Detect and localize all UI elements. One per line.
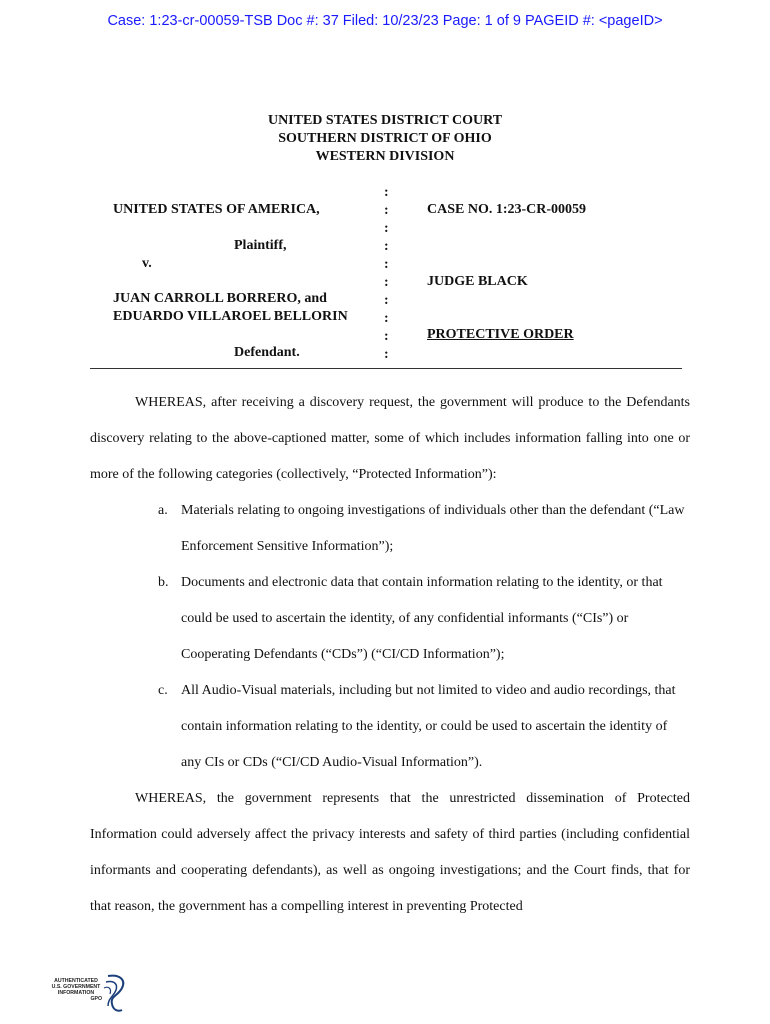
caption-colon: :: [384, 329, 389, 344]
seal-line: AUTHENTICATED: [54, 978, 98, 984]
caption-colon: :: [384, 311, 389, 326]
caption-colon: :: [384, 257, 389, 272]
caption-colon: :: [384, 347, 389, 362]
list-marker: c.: [158, 683, 168, 698]
defendant-name-1: JUAN CARROLL BORRERO, and: [113, 291, 327, 306]
seal-line: INFORMATION: [57, 990, 95, 996]
plaintiff-role: Plaintiff,: [234, 238, 287, 253]
list-item: [90, 565, 690, 673]
order-body: [90, 385, 690, 925]
list-item-text: All Audio-Visual materials, including but not limited to video and audio recordings, that contain information relating to the identity, or could be used to ascertain the identity of any CIs or CDs (“CI/CD Audio-Visual Information”).: [181, 683, 676, 770]
list-item-text: Documents and electronic data that contain information relating to the identity, or that could be used to ascertain the identity, of any confidential informants (“CIs”) or Cooperating Defendants (“CDs”) (“CI/CD Information”);: [181, 575, 663, 662]
court-district: SOUTHERN DISTRICT OF OHIO: [278, 131, 492, 146]
seal-line: GPO: [90, 996, 102, 1002]
filing-header-stamp: Case: 1:23-cr-00059-TSB Doc #: 37 Filed: 10/23/23 Page: 1 of 9 PAGEID #: <pageID>: [107, 13, 663, 29]
court-name: UNITED STATES DISTRICT COURT: [267, 113, 503, 128]
list-item-text: Materials relating to ongoing investigations of individuals other than the defendant (“Law Enforcement Sensitive Information”);: [181, 503, 685, 554]
list-item: [90, 493, 690, 565]
document-title: PROTECTIVE ORDER: [427, 327, 574, 342]
versus-label: v.: [142, 256, 152, 271]
list-marker: b.: [158, 575, 169, 590]
seal-line: U.S. GOVERNMENT: [51, 984, 101, 990]
gpo-authentication-seal: [46, 972, 130, 1016]
list-item: [90, 673, 690, 781]
judge-name: JUDGE BLACK: [427, 274, 528, 289]
plaintiff-name: UNITED STATES OF AMERICA,: [113, 202, 320, 217]
court-heading: [0, 112, 770, 166]
defendant-name-2: EDUARDO VILLAROEL BELLORIN: [113, 309, 348, 324]
list-marker: a.: [158, 503, 168, 518]
defendant-role: Defendant.: [234, 345, 300, 360]
caption-colon: :: [384, 293, 389, 308]
caption-divider: [90, 368, 682, 369]
caption-colon: :: [384, 275, 389, 290]
court-division: WESTERN DIVISION: [315, 149, 455, 164]
case-caption: [0, 185, 770, 375]
whereas-paragraph-2: WHEREAS, the government represents that the unrestricted dissemination of Protected Information could adversely affect the privacy interests and safety of third parties (including confidential informants and cooperating defendants), as well as ongoing investigations; and the Court finds, that for that reason, the government has a compelling interest in preventing Protected: [90, 791, 690, 914]
case-number: CASE NO. 1:23-CR-00059: [427, 202, 587, 217]
caption-colon: :: [384, 239, 389, 254]
caption-colon: :: [384, 203, 389, 218]
eagle-icon: [46, 972, 130, 1016]
protected-info-list: [90, 493, 690, 781]
whereas-paragraph-1: WHEREAS, after receiving a discovery request, the government will produce to the Defendants discovery relating to the above-captioned matter, some of which includes information falling into one or more of the following categories (collectively, “Protected Information”):: [90, 395, 690, 482]
caption-colon: :: [384, 185, 389, 200]
caption-colon: :: [384, 221, 389, 236]
